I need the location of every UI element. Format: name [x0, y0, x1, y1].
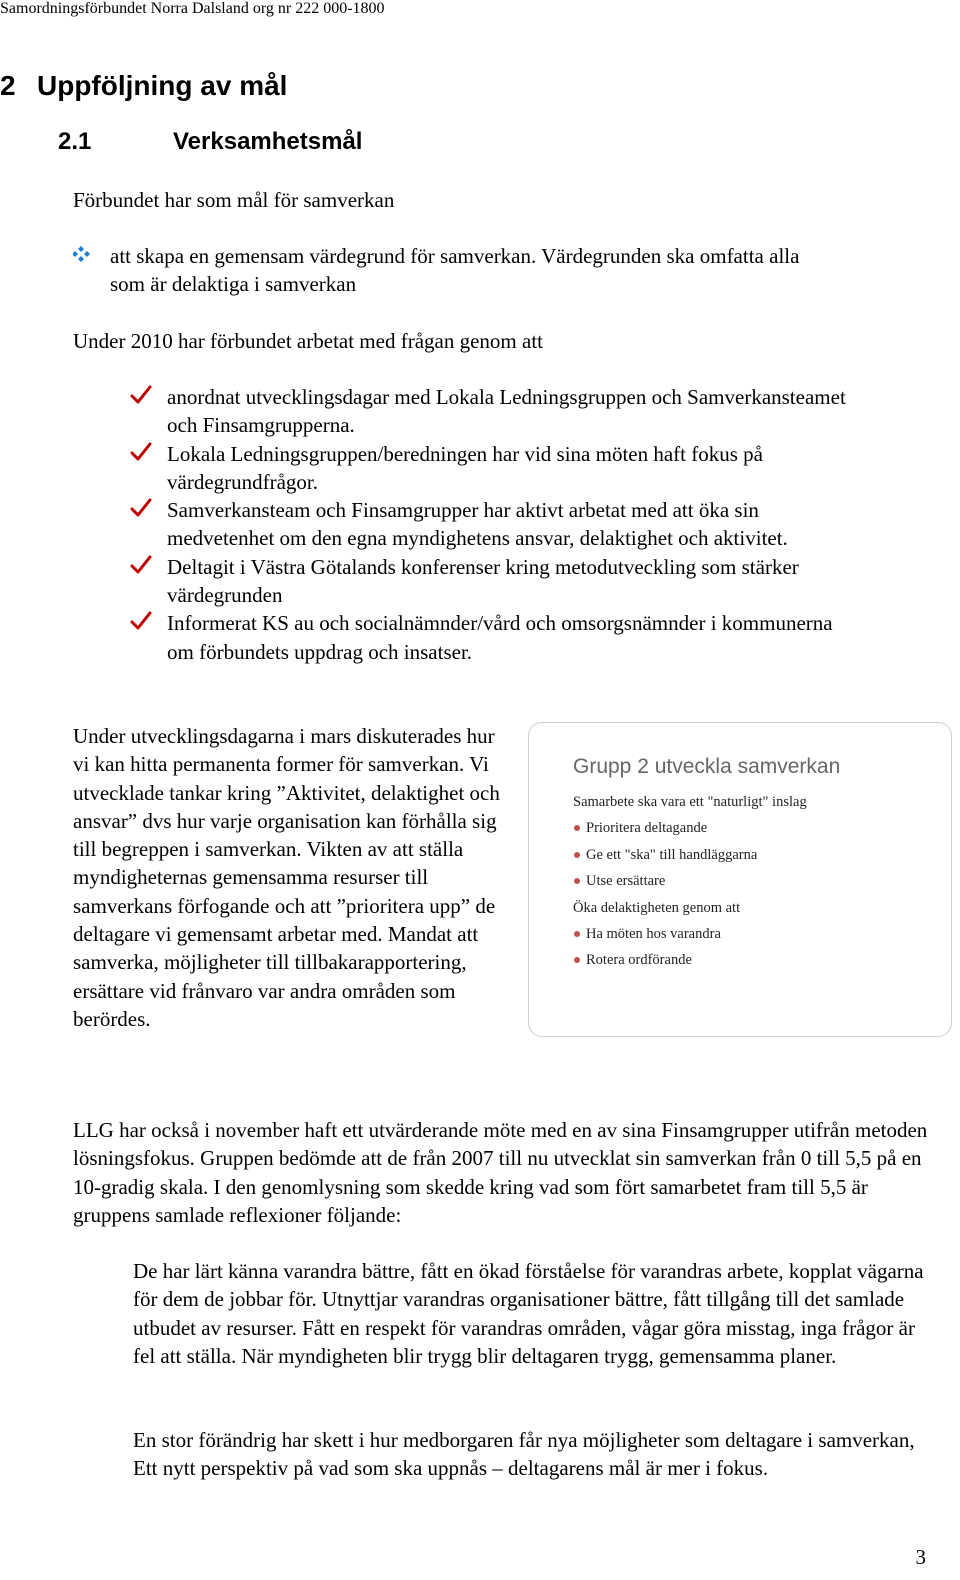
bullet-dot-icon	[574, 931, 580, 937]
checklist-item	[130, 553, 850, 610]
checklist-text: Samverkansteam och Finsamgrupper har aktivt arbetat med att öka sin medvetenhet om den egna myndighetens ansvar, delaktighet och aktivitet.	[167, 498, 788, 551]
llg-paragraph: LLG har också i november haft ett utvärderande möte med en av sina Finsamgrupper utifrån metoden lösningsfokus. Gruppen bedömde att de från 2007 till nu utvecklat sin samverkan från 0 till 5,5 på en 10-gradig skala. I den genomlysning som skedde kring vad som fört samarbetet fram till 5,5 är gruppens samlade reflexioner följande:	[73, 1118, 928, 1227]
page-header: Samordningsförbundet Norra Dalsland org nr 222 000-1800	[0, 0, 385, 17]
intro-text: Förbundet har som mål för samverkan	[73, 188, 395, 212]
section-number: 2	[0, 70, 16, 101]
group-box-bullet-item: Prioritera deltagande	[573, 815, 807, 841]
checklist-item	[130, 440, 850, 497]
checkmark-icon	[130, 385, 152, 405]
checklist-item	[130, 609, 850, 666]
subsection-heading	[58, 128, 362, 156]
goal-item	[73, 242, 833, 299]
group-box-line: Samarbete ska vara ett "naturligt" inslag	[573, 794, 807, 810]
group-box-bullet-item: Ha möten hos varandra	[573, 921, 807, 947]
section-title: Uppföljning av mål	[37, 70, 288, 101]
checklist-item	[130, 496, 850, 553]
page-number: 3	[915, 1545, 926, 1569]
reflection-quote-2: En stor förändrig har skett i hur medborgaren får nya möjligheter som deltagare i samverkan, Ett nytt perspektiv på vad som ska uppnås – deltagarens mål är mer i fokus.	[133, 1428, 915, 1481]
group-box-bullet-item: Utse ersättare	[573, 868, 807, 894]
section-heading	[0, 70, 287, 102]
checkmark-icon	[130, 442, 152, 462]
group-box-bullet-item: Rotera ordförande	[573, 947, 807, 973]
checkmark-icon	[130, 498, 152, 518]
diamond-bullet-icon	[73, 244, 99, 270]
checkmark-icon	[130, 555, 152, 575]
checklist-text: Lokala Ledningsgruppen/beredningen har vid sina möten haft fokus på värdegrundfrågor.	[167, 441, 763, 494]
checklist-item	[130, 383, 850, 440]
checklist	[130, 383, 850, 666]
checklist-text: anordnat utvecklingsdagar med Lokala Ledningsgruppen och Samverkansteamet och Finsamgrupperna.	[167, 385, 846, 438]
subsection-number: 2.1	[58, 128, 92, 155]
checklist-text: Deltagit i Västra Götalands konferenser kring metodutveckling som stärker värdegrunden	[167, 554, 799, 608]
group-box-lines	[573, 789, 807, 974]
subsection-title: Verksamhetsmål	[173, 128, 363, 155]
checklist-text: Informerat KS au och socialnämnder/vård och omsorgsnämnder i kommunerna om förbundets uppdrag och insatser.	[167, 611, 833, 664]
development-days-paragraph: Under utvecklingsdagarna i mars diskuterades hur vi kan hitta permanenta former för samverkan. Vi utvecklade tankar kring ”Aktivitet, delaktighet och ansvar” dvs hur varje organisation kan förhålla sig till begreppen i samverkan. Vikten av att ställa myndigheternas gemensamma resurser till samverkans förfogande och att ”prioritera upp” de deltagare vi gemensamt arbetar med. Mandat att samverka, möjligheter till tillbakarapportering, ersättare vid frånvaro var andra områden som berördes.	[73, 724, 500, 1031]
group-notes-box	[528, 722, 952, 1037]
bullet-dot-icon	[574, 878, 580, 884]
group-box-line: Öka delaktigheten genom att	[573, 899, 741, 916]
bullet-dot-icon	[574, 852, 580, 858]
under-2010-text: Under 2010 har förbundet arbetat med frågan genom att	[73, 329, 543, 353]
goal-text: att skapa en gemensam värdegrund för samverkan. Värdegrunden ska omfatta alla som är delaktiga i samverkan	[110, 244, 800, 297]
checkmark-icon	[130, 611, 152, 631]
reflection-quote-1: De har lärt känna varandra bättre, fått en ökad förståelse för varandras arbete, kopplat vägarna för dem de jobbar för. Utnyttjar varandras organisationer bättre, fått tillgång till det samlade utbudet av resurser. Fått en respekt för varandras områden, vågar göra misstag, inga frågor är fel att ställa. När myndigheten blir trygg blir deltagaren trygg, gemensamma planer.	[133, 1259, 924, 1368]
group-box-bullet-item: Ge ett "ska" till handläggarna	[573, 842, 807, 868]
bullet-dot-icon	[574, 957, 580, 963]
bullet-dot-icon	[574, 825, 580, 831]
group-box-title: Grupp 2 utveckla samverkan	[573, 755, 841, 778]
